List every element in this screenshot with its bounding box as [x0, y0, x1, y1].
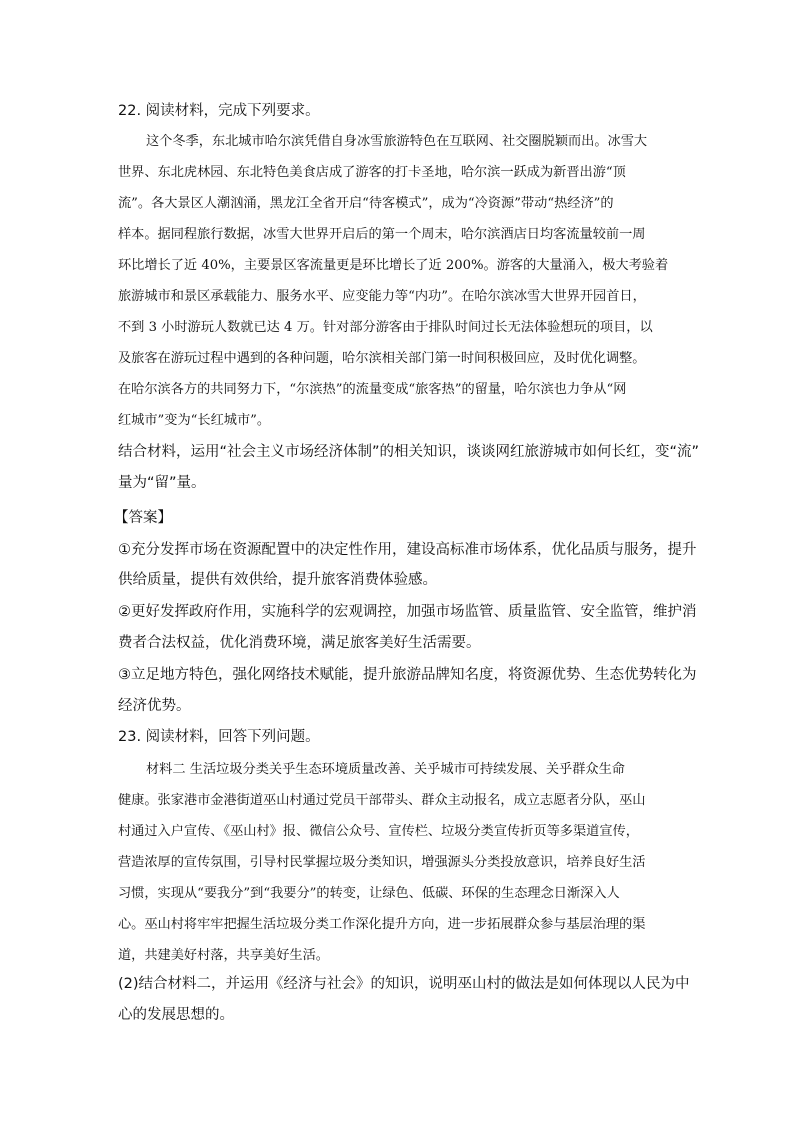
q22-question: [118, 442, 700, 498]
q23-heading: 23. 阅读材料，回答下列问题。: [118, 729, 320, 745]
q23-question: [118, 974, 690, 1030]
q23-material-line: 健康。张家港市金港街道巫山村通过党员干部带头、群众主动报名，成立志愿者分队，巫山: [118, 793, 646, 808]
q22-material: [118, 132, 678, 432]
q22-material-line: 及旅客在游玩过程中遇到的各种问题，哈尔滨相关部门第一时间积极回应，及时优化调整。: [118, 351, 646, 366]
q23-material: [118, 760, 678, 970]
answer-line: ③立足地方特色，强化网络技术赋能，提升旅游品牌知名度，将资源优势、生态优势转化为: [118, 667, 697, 683]
answer-line: ①充分发挥市场在资源配置中的决定性作用，建设高标准市场体系，优化品质与服务，提升: [118, 542, 697, 558]
q22-answer: [118, 540, 697, 720]
q22-material-line: 旅游城市和景区承载能力、服务水平、应变能力等“内功”。在哈尔滨冰雪大世界开园首日，: [118, 289, 646, 304]
answer-line: 经济优势。: [118, 698, 191, 714]
q22-material-line: 流”。各大景区人潮汹涌，黑龙江全省开启“待客模式”，成为“冷资源”带动“热经济”的: [118, 196, 614, 211]
answer-line: 供给质量，提供有效供给，提升旅客消费体验感。: [118, 572, 437, 588]
q23-question-line: 心的发展思想的。: [118, 1007, 234, 1023]
q23-material-line: 营造浓厚的宣传氛围，引导村民掌握垃圾分类知识，增强源头分类投放意识，培养良好生活: [118, 855, 646, 870]
q22-material-line: 不到 3 小时游玩人数就已达 4 万。针对部分游客由于排队时间过长无法体验想玩的项目，以: [118, 320, 653, 335]
q23-material-line: 习惯，实现从“要我分”到“我要分”的转变，让绿色、低碳、环保的生态理念日渐深入人: [118, 886, 620, 901]
q22-heading: 22. 阅读材料，完成下列要求。: [118, 103, 320, 119]
q22-question-line: 结合材料，运用“社会主义市场经济体制”的相关知识，谈谈网红旅游城市如何长红，变“流”: [118, 444, 700, 460]
q22-material-line: 红城市”变为“长红城市”。: [118, 413, 271, 428]
q22-question-line: 量为“留”量。: [118, 475, 206, 491]
q23-material-line: 道，共建美好村落，共享美好生活。: [118, 948, 329, 963]
answer-tag: 【答案】: [114, 510, 172, 526]
q22-material-line: 世界、东北虎林园、东北特色美食店成了游客的打卡圣地，哈尔滨一跃成为新晋出游“顶: [118, 165, 626, 180]
q22-material-line: 环比增长了近 40%，主要景区客流量更是环比增长了近 200%。游客的大量涌入，极大考验着: [118, 258, 669, 273]
answer-line: 费者合法权益，优化消费环境，满足旅客美好生活需要。: [118, 635, 481, 651]
q22-material-line: 在哈尔滨各方的共同努力下，“尔滨热”的流量变成“旅客热”的留量，哈尔滨也力争从“网: [118, 382, 627, 397]
q22-material-line: 这个冬季，东北城市哈尔滨凭借自身冰雪旅游特色在互联网、社交圈脱颖而出。冰雪大: [146, 134, 648, 149]
q23-material-line: 村通过入户宣传、《巫山村》报、微信公众号、宣传栏、垃圾分类宣传折页等多渠道宣传，: [118, 824, 639, 839]
q22-material-line: 样本。据同程旅行数据，冰雪大世界开启后的第一个周末，哈尔滨酒店日均客流量较前一周: [118, 227, 646, 242]
q23-question-line: (2)结合材料二，并运用《经济与社会》的知识，说明巫山村的做法是如何体现以人民为中: [118, 976, 690, 992]
answer-line: ②更好发挥政府作用，实施科学的宏观调控，加强市场监管、质量监管、安全监管，维护消: [118, 604, 697, 620]
q23-material-line: 材料二 生活垃圾分类关乎生态环境质量改善、关乎城市可持续发展、关乎群众生命: [146, 762, 625, 777]
q23-material-line: 心。巫山村将牢牢把握生活垃圾分类工作深化提升方向，进一步拓展群众参与基层治理的渠: [118, 917, 646, 932]
